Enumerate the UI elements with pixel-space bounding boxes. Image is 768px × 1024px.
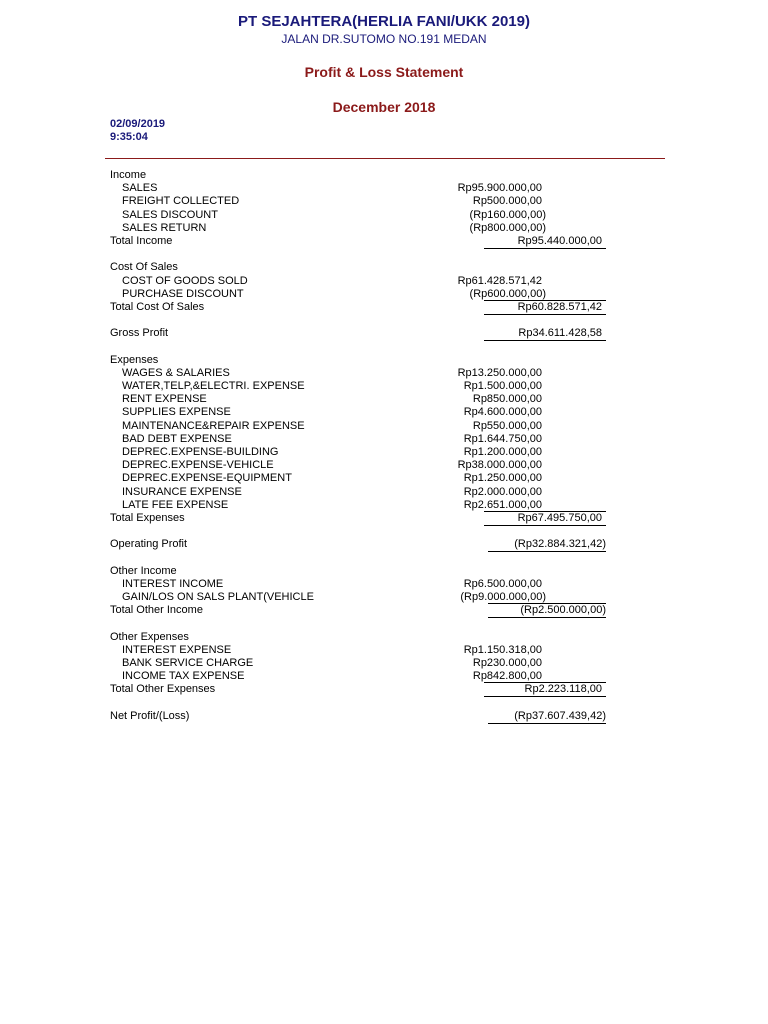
line-item-label: SALES DISCOUNT [122, 208, 218, 221]
line-item-row [0, 275, 768, 288]
line-item-amount: Rp550.000,00 [472, 419, 542, 432]
line-item-label: SALES [122, 182, 158, 195]
operating-profit-amount: (Rp32.884.321,42) [488, 538, 606, 552]
line-item-label: COST OF GOODS SOLD [122, 274, 248, 287]
cost-of-sales-heading-row [0, 261, 768, 274]
total-amount: (Rp2.500.000,00) [488, 603, 606, 618]
net-profit-amount: (Rp37.607.439,42) [488, 710, 606, 724]
line-item-amount: Rp95.900.000,00 [457, 182, 542, 195]
line-item-amount: Rp61.428.571,42 [457, 274, 542, 287]
line-item-label: SUPPLIES EXPENSE [122, 406, 231, 419]
total-label: Total Cost Of Sales [110, 300, 205, 313]
line-item-row [0, 446, 768, 459]
line-item-label: INCOME TAX EXPENSE [122, 670, 245, 683]
line-item-label: WATER,TELP,&ELECTRI. EXPENSE [122, 380, 305, 392]
other-income-heading-row [0, 565, 768, 578]
line-item-amount: (Rp600.000,00) [469, 287, 546, 300]
spacer [0, 525, 768, 538]
line-item-label: PURCHASE DISCOUNT [122, 287, 244, 300]
section-heading: Cost Of Sales [110, 261, 178, 274]
line-item-label: FREIGHT COLLECTED [122, 195, 240, 208]
line-item-amount: Rp230.000,00 [472, 656, 542, 669]
total-amount: Rp60.828.571,42 [484, 300, 606, 315]
line-item-amount: Rp6.500.000,00 [463, 577, 542, 590]
section-heading: Expenses [110, 353, 159, 366]
line-item-row [0, 670, 768, 683]
line-item-label: LATE FEE EXPENSE [122, 498, 229, 511]
line-item-label: DEPREC.EXPENSE-VEHICLE [122, 459, 274, 472]
operating-profit-row [0, 538, 768, 551]
spacer [0, 697, 768, 710]
line-item-amount: Rp13.250.000,00 [457, 366, 542, 379]
line-item-row [0, 182, 768, 195]
spacer [0, 617, 768, 630]
line-item-row [0, 644, 768, 657]
line-item-row [0, 459, 768, 472]
operating-profit-label: Operating Profit [110, 538, 188, 551]
total-amount: Rp95.440.000,00 [484, 235, 606, 249]
line-item-row [0, 578, 768, 591]
line-item-amount: Rp850.000,00 [472, 393, 542, 406]
line-item-amount: Rp38.000.000,00 [457, 459, 542, 472]
total-other-income-row [0, 604, 768, 617]
line-item-label: SALES RETURN [122, 221, 207, 234]
line-item-amount: Rp4.600.000,00 [463, 406, 542, 419]
line-item-label: DEPREC.EXPENSE-BUILDING [122, 445, 279, 458]
line-item-amount: (Rp800.000,00) [469, 221, 546, 234]
line-item-label: WAGES & SALARIES [122, 366, 230, 379]
report-title: Profit & Loss Statement [304, 64, 464, 80]
line-item-row [0, 472, 768, 485]
line-item-label: INTEREST INCOME [122, 577, 224, 590]
company-name: PT SEJAHTERA(HERLIA FANI/UKK 2019) [238, 13, 530, 30]
company-address: JALAN DR.SUTOMO NO.191 MEDAN [281, 32, 487, 46]
line-item-amount: Rp2.000.000,00 [463, 485, 542, 498]
line-item-label: BAD DEBT EXPENSE [122, 432, 232, 445]
line-item-row [0, 380, 768, 393]
section-heading: Income [110, 169, 147, 181]
line-item-row [0, 209, 768, 222]
spacer [0, 248, 768, 261]
line-item-row [0, 393, 768, 406]
line-item-amount: Rp842.800,00 [472, 670, 542, 683]
spacer [0, 551, 768, 564]
total-expenses-row [0, 512, 768, 525]
line-item-label: INTEREST EXPENSE [122, 643, 232, 656]
total-income-row [0, 235, 768, 248]
line-item-row [0, 499, 768, 512]
line-item-row [0, 433, 768, 446]
line-item-amount: Rp1.150.318,00 [463, 643, 542, 656]
total-amount: Rp2.223.118,00 [484, 682, 606, 697]
line-item-row [0, 288, 768, 301]
gross-profit-amount: Rp34.611.428,58 [484, 327, 606, 341]
line-item-label: GAIN/LOS ON SALS PLANT(VEHICLE [122, 591, 314, 603]
income-heading-row [0, 169, 768, 182]
print-time: 9:35:04 [110, 131, 148, 143]
print-date: 02/09/2019 [110, 118, 166, 130]
line-item-amount: (Rp160.000,00) [469, 208, 546, 221]
net-profit-row [0, 710, 768, 723]
line-item-row [0, 657, 768, 670]
line-item-amount: (Rp9.000.000,00) [460, 591, 546, 603]
section-heading: Other Expenses [110, 630, 189, 643]
total-label: Total Other Expenses [110, 683, 216, 696]
line-item-amount: Rp1.644.750,00 [463, 432, 542, 445]
line-item-row [0, 420, 768, 433]
line-item-row [0, 222, 768, 235]
line-item-amount: Rp500.000,00 [472, 195, 542, 208]
line-item-label: BANK SERVICE CHARGE [122, 656, 254, 669]
header-divider [105, 158, 665, 159]
line-item-row [0, 367, 768, 380]
line-item-label: DEPREC.EXPENSE-EQUIPMENT [122, 472, 292, 485]
line-item-row [0, 486, 768, 499]
line-item-amount: Rp1.250.000,00 [463, 472, 542, 485]
report-period: December 2018 [332, 99, 436, 115]
total-other-expenses-row [0, 683, 768, 696]
line-item-row [0, 195, 768, 208]
statement-body [0, 169, 768, 723]
line-item-amount: Rp1.500.000,00 [463, 380, 542, 392]
net-profit-label: Net Profit/(Loss) [110, 709, 190, 722]
line-item-amount: Rp2.651.000,00 [463, 498, 542, 511]
line-item-label: INSURANCE EXPENSE [122, 485, 242, 498]
section-heading: Other Income [110, 564, 177, 577]
other-expenses-heading-row [0, 631, 768, 644]
total-label: Total Expenses [110, 511, 185, 524]
total-label: Total Income [110, 234, 173, 247]
line-item-row [0, 591, 768, 604]
total-amount: Rp67.495.750,00 [484, 511, 606, 526]
spacer [0, 340, 768, 353]
expenses-heading-row [0, 354, 768, 367]
total-cost-of-sales-row [0, 301, 768, 314]
line-item-amount: Rp1.200.000,00 [463, 445, 542, 458]
gross-profit-label: Gross Profit [110, 327, 169, 340]
line-item-row [0, 406, 768, 419]
line-item-label: MAINTENANCE&REPAIR EXPENSE [122, 419, 305, 432]
gross-profit-row [0, 327, 768, 340]
spacer [0, 314, 768, 327]
total-label: Total Other Income [110, 604, 203, 617]
line-item-label: RENT EXPENSE [122, 393, 207, 406]
